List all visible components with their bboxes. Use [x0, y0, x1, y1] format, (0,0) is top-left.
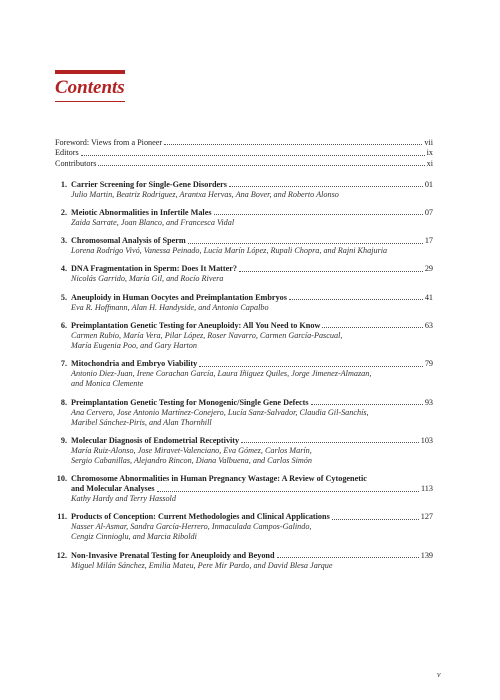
- dot-leader: [157, 491, 419, 492]
- chapter-title: DNA Fragmentation in Sperm: Does It Matter?: [71, 264, 237, 274]
- chapter-title-cont: and Molecular Analyses: [71, 484, 155, 494]
- chapter-body: [71, 436, 433, 466]
- page-number: 139: [420, 550, 433, 560]
- front-matter: [55, 137, 433, 169]
- chapter-number: 1.: [60, 179, 67, 189]
- chapter-entry[interactable]: [55, 512, 433, 542]
- chapter-entry[interactable]: [55, 436, 433, 466]
- dot-leader: [289, 299, 423, 300]
- chapter-authors: Sergio Cabanillas, Alejandro Rincon, Diana Valbuena, and Carlos Simón: [71, 455, 312, 465]
- front-matter-title: Foreword: Views from a Pioneer: [55, 137, 163, 147]
- chapter-title: Molecular Diagnosis of Endometrial Receptivity: [71, 435, 240, 445]
- chapter-authors: Nicolás Garrido, María Gil, and Rocío Rivera: [71, 274, 224, 284]
- page-title: Contents: [55, 77, 125, 98]
- chapter-entry[interactable]: [55, 180, 433, 200]
- chapter-body: [71, 264, 433, 284]
- chapter-body: [71, 321, 433, 351]
- chapter-number: 10.: [56, 474, 67, 484]
- chapter-title-line: [71, 208, 433, 218]
- chapter-authors: Maribel Sánchez-Piris, and Alan Thornhill: [71, 417, 212, 427]
- page-number: 17: [424, 236, 433, 246]
- chapter-number: 4.: [60, 264, 67, 274]
- dot-leader: [332, 519, 419, 520]
- chapter-authors: Carmen Rubio, María Vera, Pilar López, Roser Navarro, Carmen García-Pascual,: [71, 330, 343, 340]
- chapter-title-line: [71, 264, 433, 274]
- chapter-title-line: [71, 436, 433, 446]
- dot-leader: [214, 214, 423, 215]
- chapter-authors: Kathy Hardy and Terry Hassold: [71, 494, 176, 504]
- chapter-number: 8.: [60, 397, 67, 407]
- front-matter-item[interactable]: [55, 158, 433, 169]
- chapter-title-line: [71, 321, 433, 331]
- chapter-authors: Nasser Al-Asmar, Sandra García-Herrero, Inmaculada Campos-Galindo,: [71, 522, 312, 532]
- page-number: 01: [424, 179, 433, 189]
- chapter-title-line: [71, 180, 433, 190]
- chapter-title: Preimplantation Genetic Testing for Aneuploidy: All You Need to Know: [71, 320, 321, 330]
- chapter-authors: Ana Cervero, Jose Antonio Martínez-Conejero, Lucía Sanz-Salvador, Claudia Gil-Sanchís,: [71, 407, 369, 417]
- chapter-entry[interactable]: [55, 264, 433, 284]
- chapter-body: [71, 359, 433, 389]
- dot-leader: [188, 243, 423, 244]
- page-number: 93: [424, 397, 433, 407]
- chapter-title-line: [71, 236, 433, 246]
- chapter-title: Aneuploidy in Human Oocytes and Preimplantation Embryos: [71, 292, 287, 302]
- dot-leader: [277, 557, 419, 558]
- page-number: vii: [424, 137, 433, 147]
- chapter-authors: Cengiz Cinnioglu, and Marcia Riboldi: [71, 532, 197, 542]
- dot-leader: [164, 144, 422, 145]
- chapter-body: [71, 208, 433, 228]
- dot-leader: [322, 327, 422, 328]
- page-number: 29: [424, 264, 433, 274]
- chapter-title: Chromosomal Analysis of Sperm: [71, 236, 186, 246]
- chapter-title: Carrier Screening for Single-Gene Disorders: [71, 179, 227, 189]
- dot-leader: [98, 165, 424, 166]
- chapter-title-line: [71, 551, 433, 561]
- dot-leader: [311, 404, 423, 405]
- chapter-title: Preimplantation Genetic Testing for Monogenic/Single Gene Defects: [71, 397, 309, 407]
- chapter-title-line: [71, 359, 433, 369]
- chapter-authors: Lorena Rodrigo Vivó, Vanessa Peinado, Lucía Marín López, Rupali Chopra, and Rajni Khajuria: [71, 246, 388, 256]
- chapter-entry[interactable]: [55, 474, 433, 504]
- chapter-authors: Eva R. Hoffmann, Alan H. Handyside, and Antonio Capalbo: [71, 302, 269, 312]
- chapter-body: [71, 180, 433, 200]
- chapter-entry[interactable]: [55, 551, 433, 571]
- chapter-body: [71, 474, 433, 504]
- page-number: 113: [421, 484, 433, 494]
- chapter-body: [71, 512, 433, 542]
- chapter-number: 7.: [60, 359, 67, 369]
- dot-leader: [239, 271, 423, 272]
- chapter-number: 3.: [60, 236, 67, 246]
- chapter-title: Non-Invasive Prenatal Testing for Aneuploidy and Beyond: [71, 550, 275, 560]
- page-number: xi: [426, 158, 433, 168]
- chapter-title-line: [71, 293, 433, 303]
- chapter-title: Products of Conception: Current Methodologies and Clinical Applications: [71, 512, 330, 522]
- chapter-authors: Zaida Sarrate, Joan Blanco, and Francesca Vidal: [71, 217, 235, 227]
- front-matter-item[interactable]: [55, 137, 433, 148]
- page-number: 103: [420, 435, 433, 445]
- chapter-authors: Antonio Diez-Juan, Irene Corachan García, Laura Iñiguez Quiles, Jorge Jimenez-Almazan,: [71, 369, 372, 379]
- title-underline: [55, 101, 125, 102]
- chapter-number: 12.: [56, 550, 67, 560]
- page-number: 63: [424, 320, 433, 330]
- front-matter-title: Contributors: [55, 158, 97, 168]
- page-number: 41: [424, 292, 433, 302]
- chapter-number: 11.: [57, 512, 67, 522]
- header-rule: [55, 70, 125, 74]
- page-number: 07: [424, 207, 433, 217]
- dot-leader: [229, 186, 423, 187]
- chapter-entry[interactable]: [55, 293, 433, 313]
- chapter-authors: María Eugenia Poo, and Gary Harton: [71, 340, 197, 350]
- page-number: 127: [420, 512, 433, 522]
- chapter-title-line: [71, 484, 433, 494]
- chapter-title: Mitochondria and Embryo Viability: [71, 359, 198, 369]
- chapter-number: 6.: [60, 320, 67, 330]
- dot-leader: [81, 155, 425, 156]
- chapter-body: [71, 398, 433, 428]
- table-of-contents: [55, 137, 433, 579]
- chapter-title-line: [71, 398, 433, 408]
- chapter-number: 5.: [60, 292, 67, 302]
- chapter-body: [71, 551, 433, 571]
- page-number: ix: [426, 148, 433, 157]
- chapter-title: Chromosome Abnormalities in Human Pregnancy Wastage: A Review of Cytogenetic: [71, 474, 367, 484]
- chapter-authors: Julio Martin, Beatriz Rodriguez, Arantxa Hervas, Ana Bover, and Roberto Alonso: [71, 189, 339, 199]
- chapter-entry[interactable]: [55, 398, 433, 428]
- chapter-title: Meiotic Abnormalities in Infertile Males: [71, 207, 212, 217]
- dot-leader: [199, 366, 423, 367]
- chapter-title-line: [71, 512, 433, 522]
- chapter-authors: and Monica Clemente: [71, 379, 144, 389]
- chapter-number: 9.: [60, 435, 67, 445]
- dot-leader: [241, 442, 419, 443]
- chapter-entry[interactable]: [55, 359, 433, 389]
- chapter-body: [71, 293, 433, 313]
- chapter-authors: Miguel Milán Sánchez, Emilia Mateu, Pere Mir Pardo, and David Blesa Jarque: [71, 560, 333, 570]
- page-folio: v: [437, 670, 441, 679]
- chapter-number: 2.: [60, 207, 67, 217]
- chapter-body: [71, 236, 433, 256]
- front-matter-item[interactable]: [55, 148, 433, 159]
- chapter-entry[interactable]: [55, 236, 433, 256]
- front-matter-title: Editors: [55, 148, 79, 157]
- chapter-entry[interactable]: [55, 208, 433, 228]
- page-number: 79: [424, 359, 433, 369]
- chapter-list: [55, 180, 433, 571]
- chapter-entry[interactable]: [55, 321, 433, 351]
- chapter-authors: María Ruiz-Alonso, Jose Miravet-Valenciano, Eva Gómez, Carlos Marín,: [71, 445, 312, 455]
